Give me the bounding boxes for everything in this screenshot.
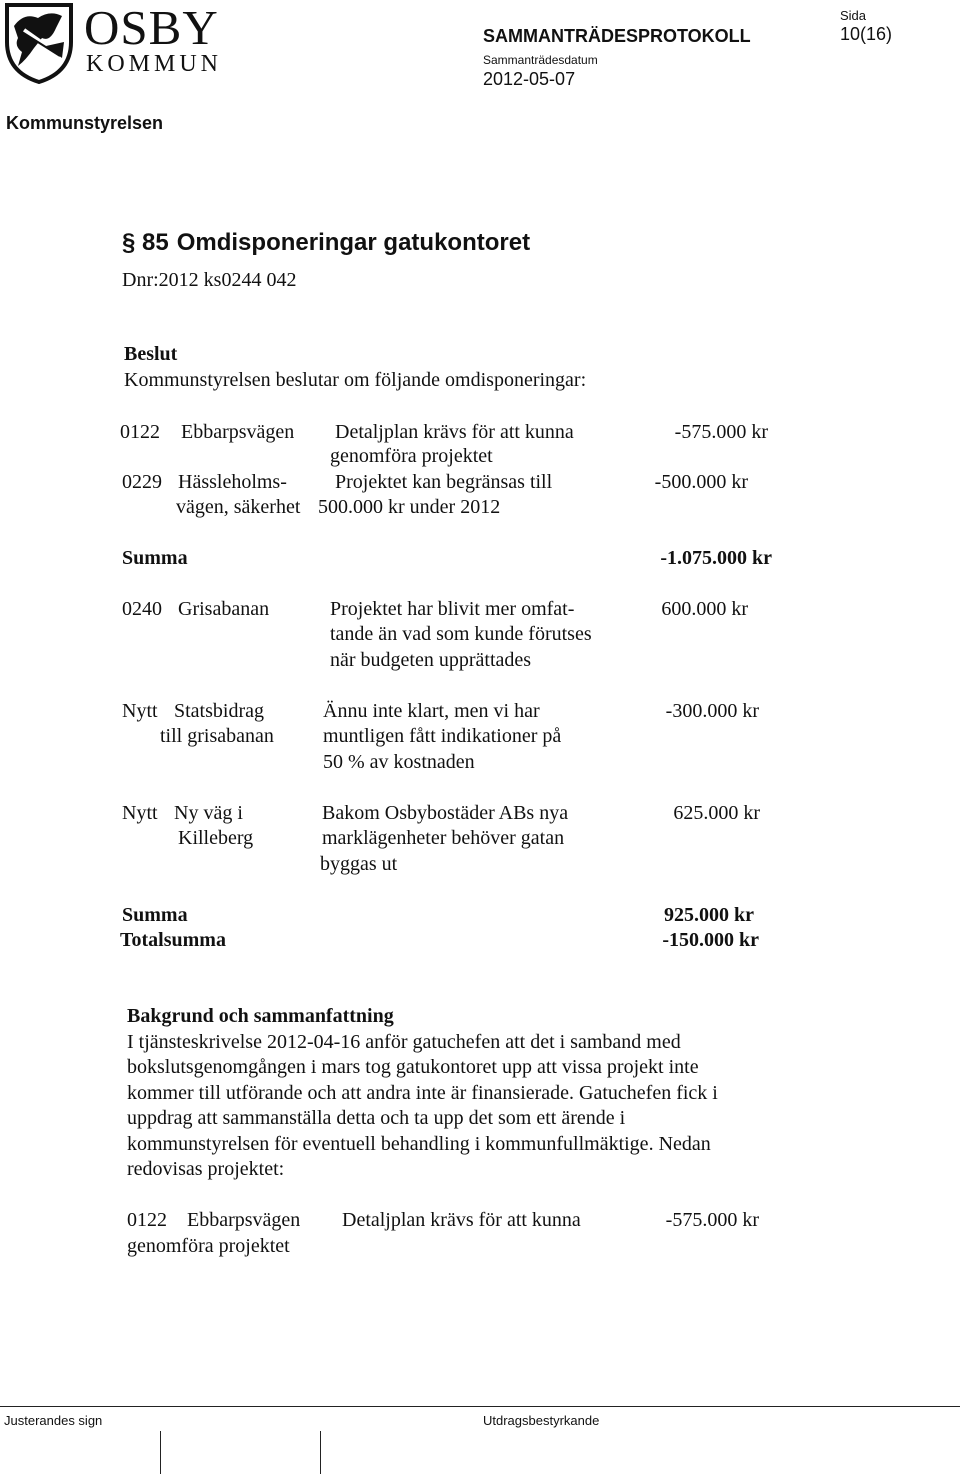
- row-description: Ännu inte klart, men vi har: [323, 700, 540, 722]
- row-name: Statsbidrag: [174, 700, 264, 722]
- row-code: 0229: [122, 471, 162, 493]
- extract-certification-label: Utdragsbestyrkande: [483, 1413, 600, 1428]
- row-description: Detaljplan krävs för att kunna: [335, 421, 574, 443]
- background-line: I tjänsteskrivelse 2012-04-16 anför gatuchefen att det i samband med: [127, 1031, 681, 1053]
- row-description: Projektet har blivit mer omfat-: [330, 598, 575, 620]
- row-description: marklägenheter behöver gatan: [322, 827, 565, 849]
- sum-amount: 925.000 kr: [664, 904, 754, 926]
- row-amount: -575.000 kr: [674, 421, 768, 443]
- row-description: muntligen fått indikationer på: [323, 725, 562, 747]
- background-line: kommer till utförande och att andra inte är finansierade. Gatuchefen fick i: [127, 1082, 718, 1104]
- decision-intro: Kommunstyrelsen beslutar om följande omdisponeringar:: [124, 369, 587, 391]
- meeting-date-label: Sammanträdesdatum: [483, 53, 598, 67]
- page-label: Sida: [840, 8, 867, 23]
- row-code: Nytt: [122, 700, 158, 722]
- row-description: byggas ut: [320, 853, 398, 875]
- signature-label: Justerandes sign: [4, 1413, 103, 1428]
- row-name: till grisabanan: [160, 725, 274, 747]
- logo-name: OSBY: [84, 0, 219, 55]
- meeting-date: 2012-05-07: [483, 69, 576, 89]
- organization: Kommunstyrelsen: [6, 113, 164, 133]
- background-line: kommunstyrelsen för eventuell behandling i kommunfullmäktige. Nedan: [127, 1133, 711, 1155]
- background-line: uppdrag att sammanställa detta och ta upp det som ett ärende i: [127, 1107, 626, 1129]
- coat-of-arms-icon: [4, 2, 74, 84]
- background-line: redovisas projektet:: [127, 1158, 285, 1180]
- footer-divider: [0, 1406, 960, 1407]
- background-line: bokslutsgenomgången i mars tog gatukontoret upp att vissa projekt inte: [127, 1056, 699, 1078]
- row-description: när budgeten upprättades: [330, 649, 532, 671]
- background-heading: Bakgrund och sammanfattning: [127, 1005, 394, 1027]
- section-number: § 85: [122, 229, 169, 256]
- row-description: Bakom Osbybostäder ABs nya: [322, 802, 569, 824]
- signature-box-divider: [160, 1431, 161, 1474]
- row-amount: -300.000 kr: [665, 700, 759, 722]
- signature-box-divider: [320, 1431, 321, 1474]
- row-description: genomföra projektet: [330, 445, 493, 467]
- project-description-cont: genomföra projektet: [127, 1235, 290, 1257]
- row-code: Nytt: [122, 802, 158, 824]
- total-label: Totalsumma: [120, 929, 226, 951]
- logo-subtitle: KOMMUN: [86, 51, 223, 77]
- project-description: Detaljplan krävs för att kunna: [342, 1209, 581, 1231]
- row-name: Hässleholms-: [178, 471, 287, 493]
- decision-heading: Beslut: [124, 343, 178, 365]
- row-name: Ny väg i: [174, 802, 243, 824]
- case-number: Dnr:2012 ks0244 042: [122, 269, 297, 291]
- row-name: vägen, säkerhet: [176, 496, 301, 518]
- sum-label: Summa: [122, 904, 188, 926]
- sum-amount: -1.075.000 kr: [660, 547, 772, 569]
- project-code: 0122: [127, 1209, 167, 1231]
- row-amount: 625.000 kr: [673, 802, 760, 824]
- section-title-text: Omdisponeringar gatukontoret: [176, 229, 531, 256]
- page-number: 10(16): [840, 24, 893, 44]
- row-code: 0122: [120, 421, 160, 443]
- project-amount: -575.000 kr: [665, 1209, 759, 1231]
- row-description: Projektet kan begränsas till: [335, 471, 553, 493]
- section-title: [122, 229, 530, 257]
- row-name: Killeberg: [178, 827, 254, 849]
- project-name: Ebbarpsvägen: [187, 1209, 301, 1231]
- row-name: Grisabanan: [178, 598, 270, 620]
- total-amount: -150.000 kr: [662, 929, 759, 951]
- row-description: 500.000 kr under 2012: [318, 496, 501, 518]
- row-code: 0240: [122, 598, 162, 620]
- row-amount: 600.000 kr: [661, 598, 748, 620]
- row-description: 50 % av kostnaden: [323, 751, 475, 773]
- document-type: SAMMANTRÄDESPROTOKOLL: [483, 26, 751, 46]
- row-name: Ebbarpsvägen: [181, 421, 295, 443]
- sum-label: Summa: [122, 547, 188, 569]
- row-amount: -500.000 kr: [654, 471, 748, 493]
- row-description: tande än vad som kunde förutses: [330, 623, 592, 645]
